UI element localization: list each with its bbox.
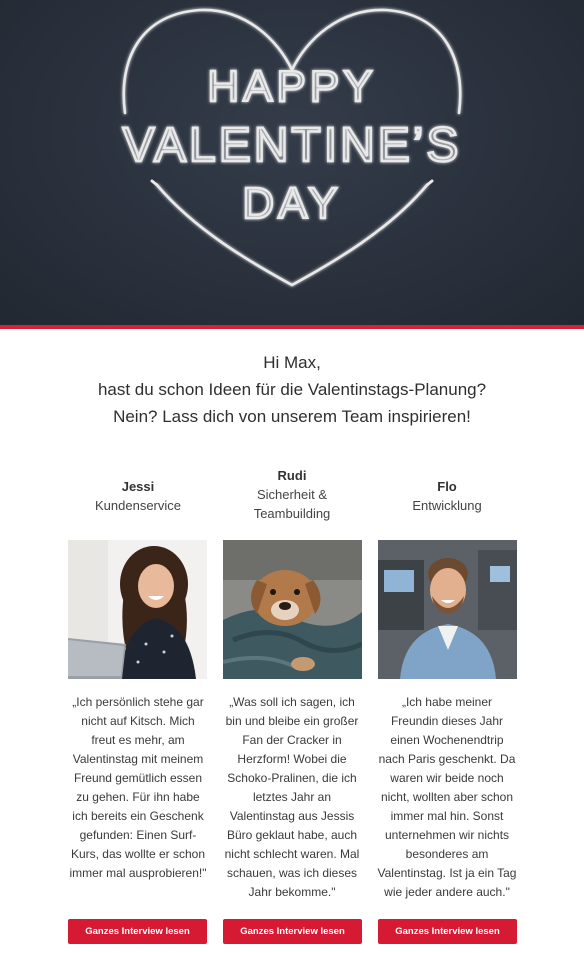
man-smiling-photo-icon bbox=[378, 540, 517, 679]
read-interview-button[interactable]: Ganzes Interview lesen bbox=[223, 919, 362, 944]
greeting: Hi Max, bbox=[263, 353, 321, 372]
member-name: Flo bbox=[437, 479, 457, 494]
member-quote: „Ich persönlich stehe gar nicht auf Kitsch. Mich freut es mehr, am Valentinstag mit meinem Freund gemütlich essen zu gehen. Für ihn habe ich bereits ein Geschenk gefunden: Einen Surf-Kurs, das wollte er schon immer mal ausprobieren!" bbox=[69, 695, 207, 880]
hero-line-day: DAY bbox=[242, 179, 342, 228]
member-role: Entwicklung bbox=[412, 498, 482, 513]
member-role: Sicherheit & Teambuilding bbox=[253, 487, 331, 521]
read-interview-button[interactable]: Ganzes Interview lesen bbox=[68, 919, 207, 944]
hero-line-valentines: VALENTINE’S bbox=[122, 119, 462, 172]
member-role: Kundenservice bbox=[95, 498, 181, 513]
member-photo bbox=[68, 540, 207, 679]
member-photo bbox=[223, 540, 362, 679]
dog-in-blanket-photo-icon bbox=[223, 540, 362, 679]
intro-line: Nein? Lass dich von unserem Team inspirieren! bbox=[113, 407, 471, 426]
member-name: Rudi bbox=[277, 468, 307, 483]
intro-line: hast du schon Ideen für die Valentinstags-Planung? bbox=[97, 380, 487, 399]
team-member-header bbox=[222, 467, 362, 523]
member-quote: „Was soll ich sagen, ich bin und bleibe ein großer Fan der Cracker in Herzform! Wobei die Schoko-Pralinen, die ich letztes Jahr an Valentinstag aus Jessis Büro geklaut habe, auch nicht schlecht waren. Mal schauen, was ich dieses Jahr bekomme." bbox=[224, 695, 360, 899]
team-member-header bbox=[377, 478, 517, 515]
hero-line-happy: HAPPY bbox=[207, 62, 377, 111]
intro-text bbox=[0, 349, 584, 430]
team-member-header bbox=[68, 478, 208, 515]
accent-divider bbox=[0, 325, 584, 329]
member-photo bbox=[378, 540, 517, 679]
neon-heart-graphic bbox=[0, 0, 584, 325]
member-quote: „Ich habe meiner Freundin dieses Jahr einen Wochenendtrip nach Paris geschenkt. Da waren wir beide noch nicht, wollten aber schon immer mal hin. Sonst unternehmen wir nichts besonderes am Valentinstag. Ist ja ein Tag wie jeder andere auch." bbox=[377, 695, 517, 899]
hero-banner bbox=[0, 0, 584, 325]
woman-laughing-photo-icon bbox=[68, 540, 207, 679]
read-interview-button[interactable]: Ganzes Interview lesen bbox=[378, 919, 517, 944]
member-name: Jessi bbox=[121, 479, 155, 494]
